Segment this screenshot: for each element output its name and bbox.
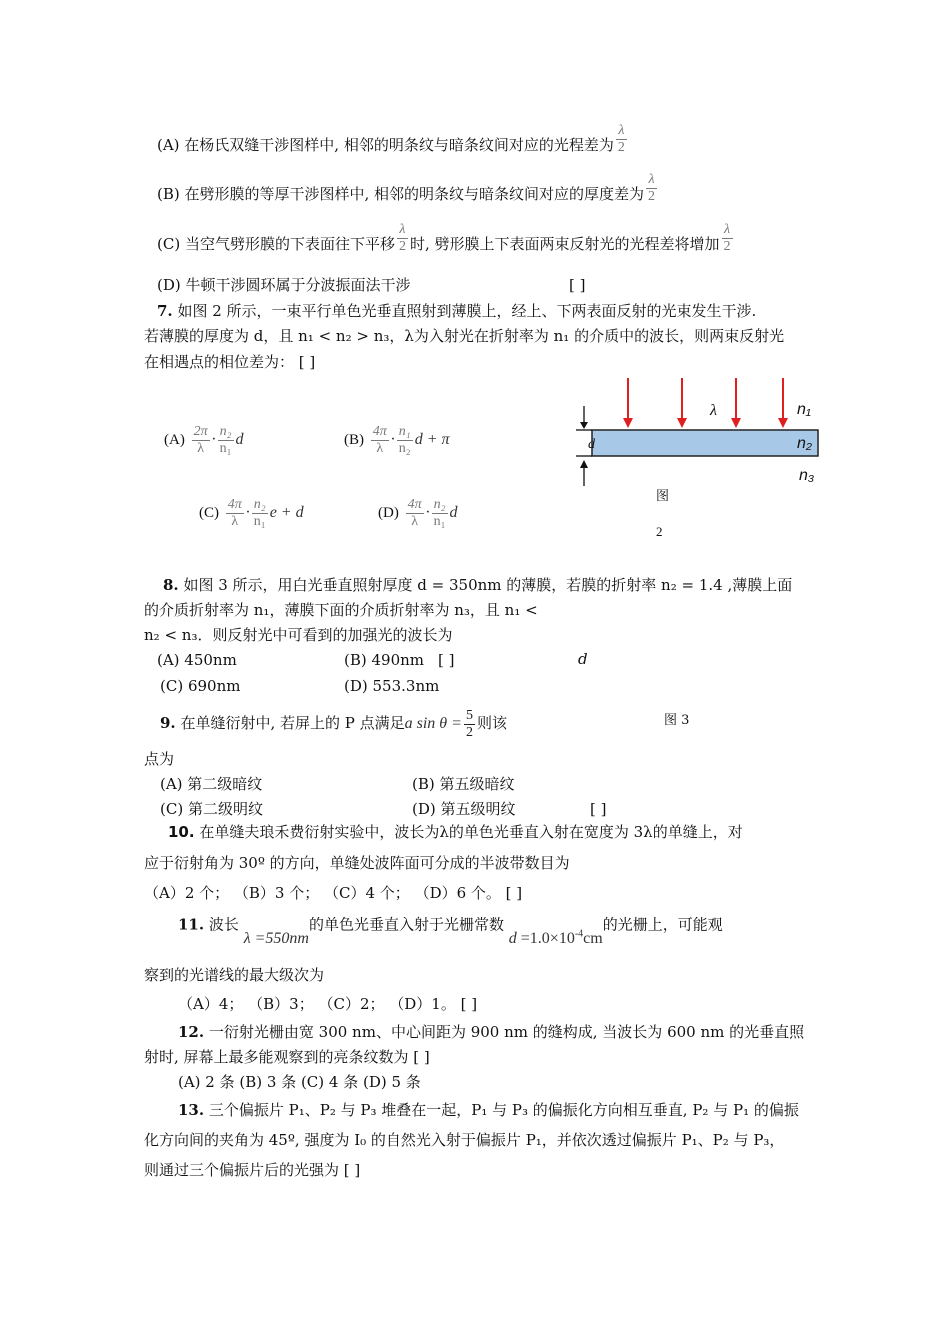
option-label: (D) [378,505,399,521]
q12-text-1: 一衍射光栅由宽 300 nm、中心间距为 900 nm 的缝构成, 当波长为 600 nm 的光垂直照 [208,1023,805,1041]
q12-line-1 [178,1022,804,1042]
coefficient-fraction: $\frac{4\pi}{\lambda}$ [407,496,422,529]
q8-text-1: 如图 3 所示，用白光垂直照射厚度 d = 350nm 的薄膜，若膜的折射率 n₂ = 1.4 ,薄膜上面 [183,576,793,594]
lambda-over-2-fraction: $\frac{\lambda}{2}$ [398,221,406,254]
q9-option-a: (A) 第二级暗纹 [160,775,263,793]
q9-option-c: (C) 第二级明纹 [160,800,263,818]
question-number: 13. [178,1101,205,1119]
q10-line-1 [168,822,743,842]
option-label: (B) [344,432,364,448]
coefficient-fraction: $\frac{2\pi}{\lambda}$ [193,423,208,456]
q11-line-1 [178,911,723,948]
q9-formula: a sin θ = [404,715,462,732]
option-tail: d + π [414,431,450,448]
q8-line-1 [163,575,792,595]
q6-option-b [157,171,659,205]
five-halves-fraction: $\frac{5}{2}$ [465,707,473,740]
q9-option-b: (B) 第五级暗纹 [412,775,515,793]
q9-line-1 [160,703,507,743]
q12-options: (A) 2 条 (B) 3 条 (C) 4 条 (D) 5 条 [178,1073,421,1091]
q7-line-2: 若薄膜的厚度为 d，且 n₁ < n₂ > n₃，λ为入射光在折射率为 n₁ 的介质中的波长，则两束反射光 [144,327,785,345]
figure-caption-number: 2 [656,524,663,539]
answer-bracket: [ ] [590,800,607,818]
q11-grating-formula: $d =1.0\times 10^{-4}cm$ [508,929,603,948]
q6-option-c [157,221,735,255]
coefficient-fraction: $\frac{4\pi}{\lambda}$ [372,423,387,456]
figure-3-thickness-label: d [578,650,588,668]
q13-line-1 [178,1100,799,1120]
q8-line-2: 的介质折射率为 n₁，薄膜下面的介质折射率为 n₃，且 n₁ < [144,601,538,619]
option-label: (C) [199,505,219,521]
q11-text-pre: 波长 [208,915,239,934]
q8-option-c: (C) 690nm [160,677,241,695]
q9-text-2: 则该 [476,714,507,732]
q11-line-2: 察到的光谱线的最大级次为 [144,966,325,984]
q7-option-c: (C) $\frac{4\pi}{\lambda}$ · $\frac{\text{n₂}}{\text{n₁}}$ e + d [199,496,304,529]
n2-label: n₂ [797,435,812,452]
q6-option-a-text: (A) 在杨氏双缝干涉图样中, 相邻的明条纹与暗条纹间对应的光程差为 [157,136,614,154]
q13-line-3: 则通过三个偏振片后的光强为 [ ] [144,1161,361,1179]
question-number: 11. [178,915,205,934]
incident-light-arrows [623,378,788,428]
q9-option-d: (D) 第五级明纹 [412,800,516,818]
wavelength-label: λ [710,402,717,419]
q9-text-1: 在单缝衍射中, 若屏上的 P 点满足 [180,714,405,732]
q7-line-3: 在相遇点的相位差为： [ ] [144,353,316,371]
arrow-head [677,418,687,428]
q7-option-a: (A) $\frac{2\pi}{\lambda}$ · $\frac{\text{n₂}}{\text{n₁}}$ d [164,423,244,456]
q9-line-2: 点为 [144,750,175,768]
index-ratio-fraction: $\frac{\text{n₂}}{\text{n₁}}$ [433,496,446,529]
q11-options: （A）4； （B）3； （C）2； （D）1。 [ ] [178,995,478,1013]
q6-option-c-text-1: (C) 当空气劈形膜的下表面往下平移 [157,235,395,253]
index-ratio-fraction: $\frac{\text{n₂}}{\text{n₁}}$ [219,423,232,456]
arrow-head [623,418,633,428]
question-number: 8. [163,576,179,594]
q7-option-d: (D) $\frac{4\pi}{\lambda}$ · $\frac{\text{n₂}}{\text{n₁}}$ d [378,496,458,529]
option-tail: d [235,431,244,448]
q12-line-2: 射时, 屏幕上最多能观察到的亮条纹数为 [ ] [144,1048,430,1066]
question-number: 12. [178,1023,205,1041]
q6-option-d-text: (D) 牛顿干涉圆环属于分波振面法干涉 [157,276,411,294]
coefficient-fraction: $\frac{4\pi}{\lambda}$ [227,496,242,529]
q11-text-post: 的光栅上，可能观 [602,915,723,934]
q6-option-c-text-2: 时, 劈形膜上下表面两束反射光的光程差将增加 [409,235,720,253]
figure-3-caption: 图 3 [664,713,690,728]
lambda-over-2-fraction: $\frac{\lambda}{2}$ [617,122,625,155]
q13-line-2: 化方向间的夹角为 45º, 强度为 I₀ 的自然光入射于偏振片 P₁，并依次透过偏振片 P₁、P₂ 与 P₃， [144,1131,785,1149]
answer-bracket: [ ] [569,276,586,294]
q10-text-1: 在单缝夫琅禾费衍射实验中，波长为λ的单色光垂直入射在宽度为 3λ的单缝上，对 [199,823,743,841]
lambda-over-2-fraction: $\frac{\lambda}{2}$ [648,171,656,204]
q8-option-b: (B) 490nm [344,651,425,669]
q7-text-1: 如图 2 所示，一束平行单色光垂直照射到薄膜上，经上、下两表面反射的光束发生干涉. [177,302,757,320]
question-number: 7. [157,302,173,320]
q8-line-3: n₂ < n₃．则反射光中可看到的加强光的波长为 [144,626,453,644]
q7-line-1 [157,301,756,321]
thickness-label-d: d [588,437,595,452]
question-number: 9. [160,714,176,732]
question-number: 10. [168,823,195,841]
q8-option-d: (D) 553.3nm [344,677,440,695]
q13-text-1: 三个偏振片 P₁、P₂ 与 P₃ 堆叠在一起，P₁ 与 P₃ 的偏振化方向相互垂直, P₂ 与 P₁ 的偏振 [208,1101,799,1119]
q8-option-a: (A) 450nm [157,651,237,669]
arrow-head [731,418,741,428]
answer-bracket: [ ] [438,651,455,669]
index-ratio-fraction: $\frac{\text{n₁}}{\text{n₂}}$ [398,423,411,456]
thin-film-layer [592,430,818,456]
q6-option-b-text: (B) 在劈形膜的等厚干涉图样中, 相邻的明条纹与暗条纹间对应的厚度差为 [157,185,645,203]
n1-label: n₁ [797,401,811,418]
lambda-over-2-fraction: $\frac{\lambda}{2}$ [723,221,731,254]
option-tail: d [449,504,458,521]
figure-caption: 图 [656,488,670,503]
q10-options: （A）2 个； （B）3 个； （C）4 个； （D）6 个。 [ ] [144,884,523,902]
q6-option-a [157,122,629,156]
q11-text-mid: 的单色光垂直入射于光栅常数 [308,915,504,934]
q6-option-d [157,275,586,295]
option-tail: e + d [269,504,304,521]
q11-wavelength-formula: λ =550nm [243,930,309,948]
q7-option-b: (B) $\frac{4\pi}{\lambda}$ · $\frac{\text{n₁}}{\text{n₂}}$ d + π [344,423,450,456]
figure-2-thin-film-diagram [570,372,830,542]
index-ratio-fraction: $\frac{\text{n₂}}{\text{n₁}}$ [253,496,266,529]
arrow-head [778,418,788,428]
n3-label: n₃ [799,467,815,484]
option-label: (A) [164,432,185,448]
q10-line-2: 应于衍射角为 30º 的方向，单缝处波阵面可分成的半波带数目为 [144,854,570,872]
